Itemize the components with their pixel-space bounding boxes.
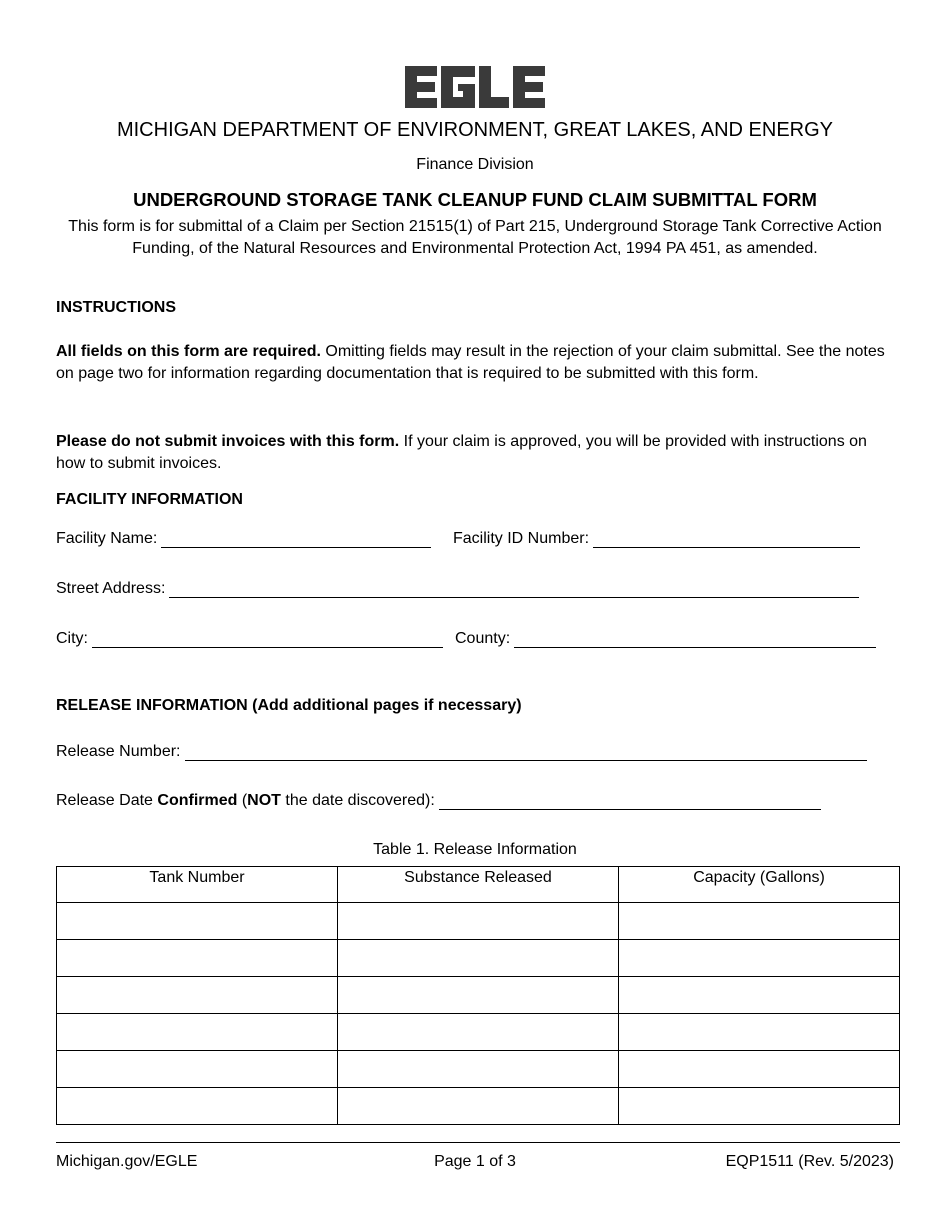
release-date-label-part: Release Date bbox=[56, 792, 158, 809]
substance-cell[interactable] bbox=[338, 1014, 619, 1051]
tank-number-cell[interactable] bbox=[57, 1088, 338, 1125]
substance-cell[interactable] bbox=[338, 1088, 619, 1125]
release-date-input[interactable] bbox=[439, 795, 821, 810]
table-row bbox=[57, 1051, 900, 1088]
city-field bbox=[56, 630, 443, 648]
street-address-field bbox=[56, 580, 859, 598]
footer-page-number: Page 1 of 3 bbox=[434, 1153, 516, 1170]
release-date-label bbox=[56, 792, 435, 810]
facility-name-field bbox=[56, 530, 431, 548]
egle-logo bbox=[403, 64, 547, 110]
substance-cell[interactable] bbox=[338, 940, 619, 977]
substance-cell[interactable] bbox=[338, 903, 619, 940]
department-name: MICHIGAN DEPARTMENT OF ENVIRONMENT, GREAT LAKES, AND ENERGY bbox=[116, 119, 834, 141]
facility-id-field bbox=[453, 530, 860, 548]
tank-number-cell[interactable] bbox=[57, 1051, 338, 1088]
city-input[interactable] bbox=[92, 633, 443, 648]
instructions-paragraph-required bbox=[56, 341, 896, 384]
release-date-field bbox=[56, 792, 821, 810]
footer-form-id: EQP1511 (Rev. 5/2023) bbox=[725, 1153, 894, 1170]
table-row bbox=[57, 903, 900, 940]
county-field bbox=[455, 630, 876, 648]
release-date-not: NOT bbox=[247, 792, 281, 809]
column-header-substance-released: Substance Released bbox=[338, 867, 619, 903]
instructions-paragraph-invoices bbox=[56, 431, 896, 474]
capacity-cell[interactable] bbox=[619, 1088, 900, 1125]
invoice-notice: Please do not submit invoices with this form. bbox=[56, 433, 400, 450]
capacity-cell[interactable] bbox=[619, 977, 900, 1014]
form-title: UNDERGROUND STORAGE TANK CLEANUP FUND CLAIM SUBMITTAL FORM bbox=[133, 189, 817, 210]
capacity-cell[interactable] bbox=[619, 903, 900, 940]
table-row bbox=[57, 940, 900, 977]
facility-name-label: Facility Name: bbox=[56, 530, 158, 547]
substance-cell[interactable] bbox=[338, 1051, 619, 1088]
facility-id-input[interactable] bbox=[593, 533, 860, 548]
facility-name-input[interactable] bbox=[161, 533, 431, 548]
release-date-confirmed: Confirmed bbox=[157, 792, 238, 809]
county-input[interactable] bbox=[514, 633, 876, 648]
tank-number-cell[interactable] bbox=[57, 977, 338, 1014]
substance-cell[interactable] bbox=[338, 977, 619, 1014]
facility-id-label: Facility ID Number: bbox=[453, 530, 590, 547]
city-label: City: bbox=[56, 630, 88, 647]
release-information-table bbox=[56, 866, 900, 1125]
table-caption: Table 1. Release Information bbox=[373, 841, 577, 858]
invoice-detail: If your claim is approved, you will be provided with instructions on how to submit invoices. bbox=[56, 433, 867, 472]
county-label: County: bbox=[455, 630, 511, 647]
table-header-row bbox=[57, 867, 900, 903]
instructions-heading: INSTRUCTIONS bbox=[56, 299, 176, 316]
release-date-label-part: the date discovered): bbox=[280, 792, 435, 809]
capacity-cell[interactable] bbox=[619, 940, 900, 977]
release-heading: RELEASE INFORMATION (Add additional pages if necessary) bbox=[56, 697, 522, 714]
facility-heading: FACILITY INFORMATION bbox=[56, 491, 243, 508]
egle-logo-mark bbox=[403, 64, 547, 110]
form-purpose: This form is for submittal of a Claim per Section 21515(1) of Part 215, Underground Storage Tank Corrective Action Funding, of the Natural Resources and Environmental Protection Act, 1994 PA 451, as amended. bbox=[68, 218, 882, 257]
tank-number-cell[interactable] bbox=[57, 903, 338, 940]
column-header-capacity: Capacity (Gallons) bbox=[619, 867, 900, 903]
capacity-cell[interactable] bbox=[619, 1051, 900, 1088]
footer-divider bbox=[56, 1142, 900, 1143]
street-address-label: Street Address: bbox=[56, 580, 166, 597]
table-row bbox=[57, 1088, 900, 1125]
street-address-input[interactable] bbox=[169, 583, 859, 598]
capacity-cell[interactable] bbox=[619, 1014, 900, 1051]
division-name: Finance Division bbox=[416, 156, 534, 173]
release-number-input[interactable] bbox=[185, 746, 867, 761]
release-number-field bbox=[56, 743, 867, 761]
column-header-tank-number: Tank Number bbox=[57, 867, 338, 903]
footer-website: Michigan.gov/EGLE bbox=[56, 1153, 198, 1170]
table-row bbox=[57, 1014, 900, 1051]
release-date-label-part: ( bbox=[237, 792, 248, 809]
release-number-label: Release Number: bbox=[56, 743, 181, 760]
tank-number-cell[interactable] bbox=[57, 940, 338, 977]
required-notice: All fields on this form are required. bbox=[56, 343, 321, 360]
required-detail: Omitting fields may result in the rejection of your claim submittal. See the notes on page two for information regarding documentation that is required to be submitted with this form. bbox=[56, 343, 885, 382]
table-row bbox=[57, 977, 900, 1014]
tank-number-cell[interactable] bbox=[57, 1014, 338, 1051]
